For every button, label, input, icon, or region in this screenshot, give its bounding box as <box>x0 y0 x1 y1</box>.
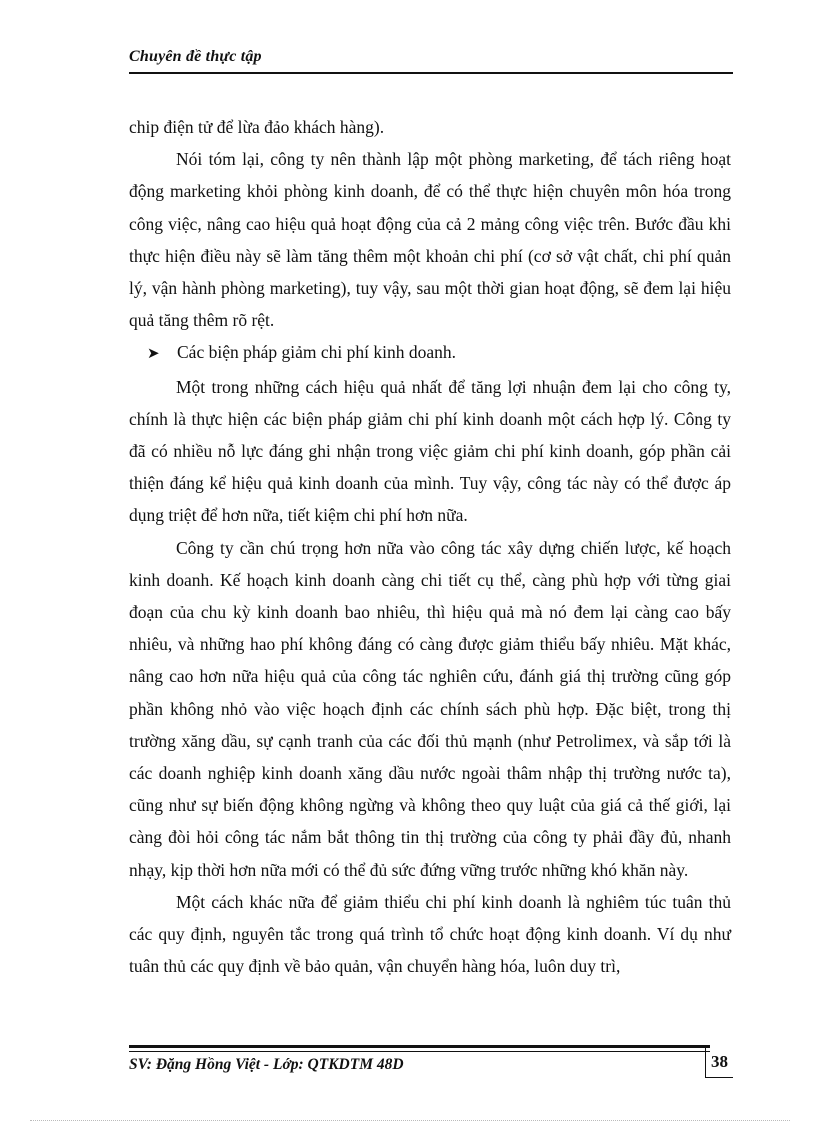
page-edge <box>30 1120 790 1121</box>
page-header <box>129 46 733 76</box>
paragraph-cost-reduction: Một trong những cách hiệu quả nhất để tăng lợi nhuận đem lại cho công ty, chính là thực hiện các biện pháp giảm chi phí kinh doanh một cách hợp lý. Công ty đã có nhiều nỗ lực đáng ghi nhận trong việc giảm chi phí kinh doanh, góp phần cải thiện đáng kể hiệu quả kinh doanh của mình. Tuy vậy, công tác này có thể được áp dụng triệt để hơn nữa, tiết kiệm chi phí hơn nữa. <box>129 376 731 526</box>
footer-rule-thin <box>129 1051 710 1052</box>
footer-author: SV: Đặng Hồng Việt - Lớp: QTKDTM 48D <box>129 1056 404 1073</box>
page-number-frame-bottom <box>705 1077 733 1078</box>
footer-rule <box>129 1045 710 1048</box>
paragraph-marketing-summary: Nói tóm lại, công ty nên thành lập một phòng marketing, để tách riêng hoạt động marketing khỏi phòng kinh doanh, để có thể thực hiện chuyên môn hóa trong công việc, nâng cao hiệu quả hoạt động của cả 2 mảng công việc trên. Bước đầu khi thực hiện điều này sẽ làm tăng thêm một khoản chi phí (cơ sở vật chất, chi phí quản lý, vận hành phòng marketing), tuy vậy, sau một thời gian hoạt động, sẽ đem lại hiệu quả tăng thêm rõ rệt. <box>129 149 731 331</box>
document-body <box>129 111 731 982</box>
header-title: Chuyên đề thực tập <box>129 48 262 65</box>
page-number: 38 <box>711 1052 728 1071</box>
page-footer <box>129 1043 733 1083</box>
bullet-heading <box>129 336 731 370</box>
arrow-bullet-icon: ➤ <box>147 346 160 363</box>
bullet-heading-text: Các biện pháp giảm chi phí kinh doanh. <box>177 342 456 363</box>
page-number-frame <box>705 1047 706 1077</box>
paragraph-business-planning: Công ty cần chú trọng hơn nữa vào công tác xây dựng chiến lược, kế hoạch kinh doanh. Kế hoạch kinh doanh càng chi tiết cụ thể, càng phù hợp với từng giai đoạn của chu kỳ kinh doanh bao nhiêu, thì hiệu quả mà nó đem lại càng cao bấy nhiêu, và những hao phí không đáng có càng được giảm thiểu bấy nhiêu. Mặt khác, nâng cao hơn nữa hiệu quả của công tác nghiên cứu, đánh giá thị trường cũng góp phần không nhỏ vào việc hoạch định các chính sách phù hợp. Đặc biệt, trong thị trường xăng dầu, sự cạnh tranh của các đối thủ mạnh (như Petrolimex, và sắp tới là các doanh nghiệp kinh doanh xăng dầu nước ngoài thâm nhập thị trường nước ta), cũng như sự biến động không ngừng và không theo quy luật của giá cả thế giới, lại càng đòi hỏi công tác nắm bắt thông tin thị trường của công ty phải đầy đủ, nhanh nhạy, kịp thời hơn nữa mới có thể đủ sức đứng vững trước những khó khăn này. <box>129 537 731 880</box>
paragraph-compliance: Một cách khác nữa để giảm thiểu chi phí kinh doanh là nghiêm túc tuân thủ các quy định, nguyên tắc trong quá trình tổ chức hoạt động kinh doanh. Ví dụ như tuân thủ các quy định về bảo quản, vận chuyển hàng hóa, luôn duy trì, <box>129 891 731 977</box>
paragraph-continuation: chip điện tử để lừa đảo khách hàng). <box>129 117 385 137</box>
header-rule <box>129 72 733 74</box>
